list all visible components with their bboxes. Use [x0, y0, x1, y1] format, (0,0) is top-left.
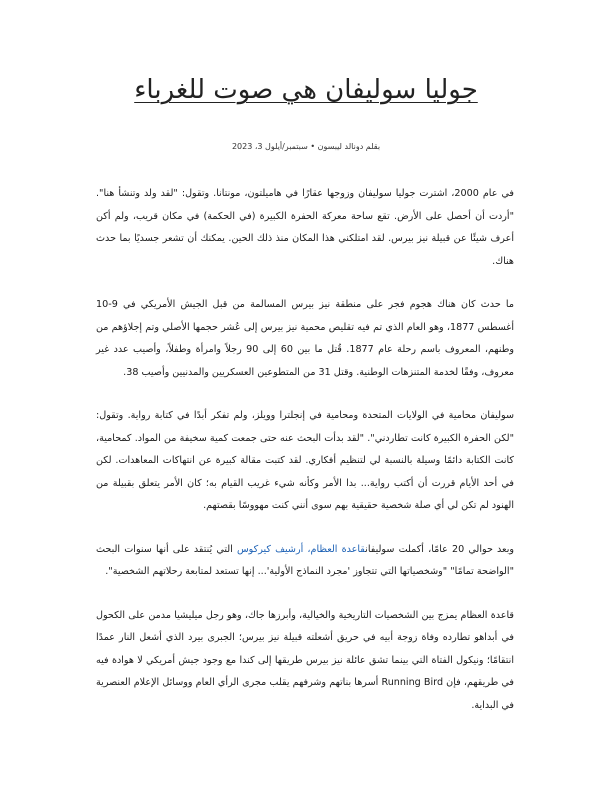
book-link[interactable]: قاعدة العظام، أرشيف كيركوس — [236, 543, 366, 555]
paragraph-4-rest: التي يُنتقد على أنها سنوات البحث "الواضحة تمامًا" "وشخصياتها التي تتجاوز 'مجرد النماذج الأولية'... إنها تستعد لمتابعة رحلاتهم الشخصية". — [96, 543, 514, 577]
byline: بقلم دونالد ليبسون • سبتمبر/أيلول 3، 2023 — [231, 142, 381, 151]
paragraph-2: ما حدث كان هناك هجوم فجر على منطقة نيز بيرس المسالمة من قبل الجيش الأمريكي في 9-10 أغسطس 1877، وهو العام الذي تم فيه تقليص محمية نيز بيرس إلى عُشر حجمها الأصلي وتم إجلاؤهم من وطنهم، المعروف باسم رحلة عام 1877. قُتل ما بين 60 إلى 90 رجلاً وامرأة وطفلاً، وأصيب عدد غير معروف، وفقًا لخدمة المتنزهات الوطنية. وقتل 31 من المتطوعين العسكريين والمدنيين وأصيب 38. — [96, 299, 515, 378]
article-body — [96, 183, 514, 717]
paragraph-4 — [96, 539, 514, 584]
paragraph-3: سوليفان محامية في الولايات المتحدة ومحامية في إنجلترا وويلز، ولم تفكر أبدًا في كتابة رواية. وتقول: "لكن الحفرة الكبيرة كانت تطاردني". "لقد بدأت البحث عنه حتى جمعت كمية سخيفة من المواد. كمحامية، كانت الكتابة دائمًا وسيلة بالنسبة لي لتنظيم أفكاري. لقد كتبت مقالة كبيرة عن انتهاكات المعاهدات. لكن في أحد الأيام قررت أن أكتب رواية... بدا الأمر وكأنه شيء غريب القيام به؛ كان الأمر يتعلق بقبيلة من الهنود لم تكن لي أي صلة شخصية حقيقية بهم سوى أنني كنت مهووسًا بقصتهم. — [96, 410, 514, 511]
paragraph-5: قاعدة العظام يمزج بين الشخصيات التاريخية والخيالية، وأبرزها جاك، وهو رجل ميليشيا مدمن على الكحول في أبداهو تطارده وفاة زوجة أبيه في حريق أشعلته قبيلة نيز بيرس؛ الجبرى بيرد الذي أشعل النار عمدًا انتقامًا؛ ونيكول الفتاة التي بينما تشق عائلة نيز بيرس طريقها إلى كندا مع وجود جيش أمريكي لا هوادة فيه في طريقهم، فإن Running Bird أسرها بناتهم وشرفهم يقلب مجرى الرأي العام ووسائل الإعلام العنصرية في البداية. — [96, 609, 514, 711]
paragraph-1: في عام 2000، اشترت جوليا سوليفان وزوجها عقارًا في هاميلتون، مونتانا. وتقول: "لقد ولد وتنشأ هنا". "أردت أن أحصل على الأرض. تقع ساحة معركة الحفرة الكبيرة (في الحكمة) في مكان قريب، ولم أكن أعرف شيئًا عن قبيلة نيز بيرس. لقد امتلكني هذا المكان منذ ذلك الحين. يمكنك أن تشعر جسديًا بما حدث هناك. — [96, 188, 514, 267]
page-title: جوليا سوليفان هي صوت للغرباء — [134, 75, 478, 105]
paragraph-4-lead: وبعد حوالي 20 عامًا، أكملت سوليفان — [365, 543, 514, 555]
